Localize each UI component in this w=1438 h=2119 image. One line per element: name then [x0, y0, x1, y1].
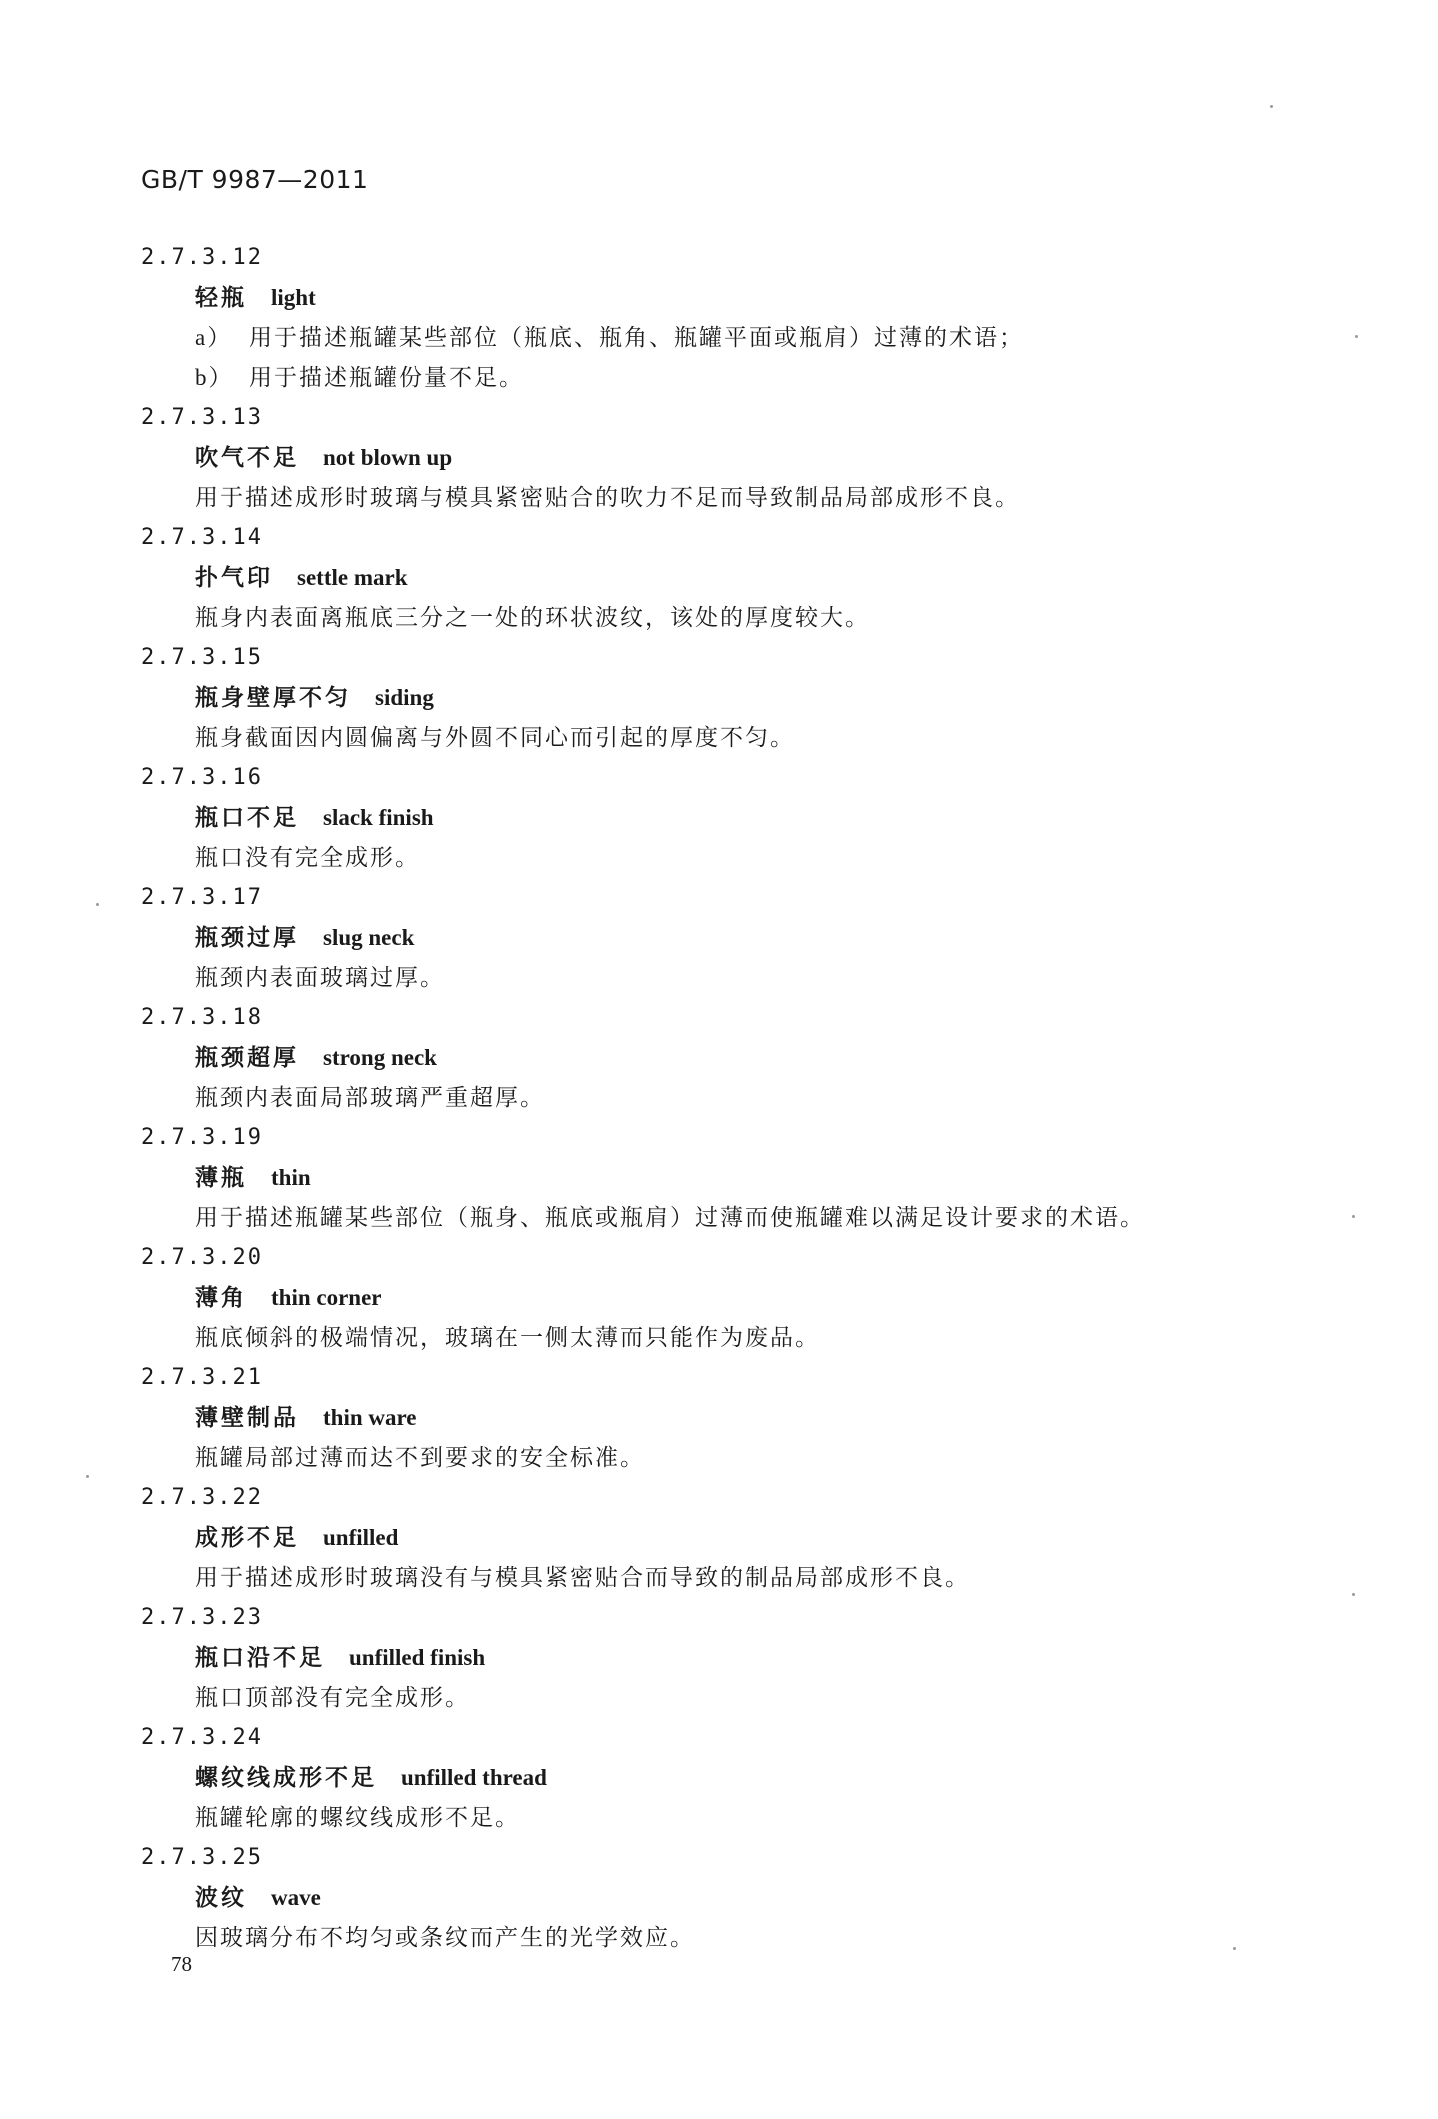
- term-chinese: 瓶口沿不足: [195, 1645, 325, 1671]
- definition-item: [0, 358, 1438, 398]
- term-definition: 瓶颈内表面局部玻璃严重超厚。: [195, 1085, 545, 1111]
- term-entry: [0, 998, 1438, 1118]
- scan-speck: [1352, 1215, 1355, 1218]
- term-entry: [0, 1598, 1438, 1718]
- scan-speck: [1352, 1593, 1355, 1596]
- term-heading: [0, 438, 1438, 478]
- term-definition: 瓶口没有完全成形。: [195, 845, 420, 871]
- term-chinese: 螺纹线成形不足: [195, 1765, 377, 1791]
- term-entry: [0, 878, 1438, 998]
- clause-number: 2.7.3.19: [141, 1125, 263, 1150]
- term-definition: 瓶身截面因内圆偏离与外圆不同心而引起的厚度不匀。: [195, 725, 795, 751]
- term-heading: [0, 1158, 1438, 1198]
- clause-number: 2.7.3.24: [141, 1725, 263, 1750]
- term-heading: [0, 1398, 1438, 1438]
- term-heading: [0, 918, 1438, 958]
- scan-speck: [1270, 105, 1273, 108]
- term-chinese: 瓶颈超厚: [195, 1045, 299, 1071]
- term-chinese: 薄壁制品: [195, 1405, 299, 1431]
- term-entry: [0, 758, 1438, 878]
- term-heading: [0, 798, 1438, 838]
- clause-number: 2.7.3.13: [141, 405, 263, 430]
- term-definition: 因玻璃分布不均匀或条纹而产生的光学效应。: [195, 1925, 695, 1951]
- term-chinese: 轻瓶: [195, 285, 247, 311]
- clause-number: 2.7.3.20: [141, 1245, 263, 1270]
- term-definition: 瓶颈内表面玻璃过厚。: [195, 965, 445, 991]
- term-entry: [0, 1478, 1438, 1598]
- scan-speck: [1233, 1947, 1236, 1950]
- clause-number: 2.7.3.17: [141, 885, 263, 910]
- standard-code-header: GB/T 9987—2011: [141, 165, 369, 194]
- clause-number: 2.7.3.23: [141, 1605, 263, 1630]
- term-english: not blown up: [323, 445, 453, 470]
- term-entry: [0, 638, 1438, 758]
- term-definition: 瓶罐轮廓的螺纹线成形不足。: [195, 1805, 520, 1831]
- term-entry: [0, 1358, 1438, 1478]
- term-chinese: 薄角: [195, 1285, 247, 1311]
- term-heading: [0, 1638, 1438, 1678]
- clause-number: 2.7.3.22: [141, 1485, 263, 1510]
- scan-speck: [86, 1475, 89, 1478]
- term-definition: 用于描述瓶罐某些部位（瓶身、瓶底或瓶肩）过薄而使瓶罐难以满足设计要求的术语。: [195, 1205, 1145, 1231]
- term-heading: [0, 558, 1438, 598]
- term-entry: [0, 1118, 1438, 1238]
- scan-speck: [96, 903, 99, 906]
- term-english: unfilled thread: [401, 1765, 547, 1790]
- term-chinese: 瓶颈过厚: [195, 925, 299, 951]
- clause-number: 2.7.3.18: [141, 1005, 263, 1030]
- scan-speck: [1355, 335, 1358, 338]
- term-english: unfilled finish: [349, 1645, 486, 1670]
- term-entry: [0, 238, 1438, 398]
- term-english: light: [271, 285, 316, 310]
- term-entry: [0, 1238, 1438, 1358]
- clause-number: 2.7.3.25: [141, 1845, 263, 1870]
- clause-number: 2.7.3.15: [141, 645, 263, 670]
- term-entry: [0, 1718, 1438, 1838]
- term-english: slug neck: [323, 925, 415, 950]
- term-heading: [0, 1758, 1438, 1798]
- term-heading: [0, 678, 1438, 718]
- term-definition: 用于描述成形时玻璃没有与模具紧密贴合而导致的制品局部成形不良。: [195, 1565, 970, 1591]
- term-english: strong neck: [323, 1045, 437, 1070]
- term-definition: 用于描述成形时玻璃与模具紧密贴合的吹力不足而导致制品局部成形不良。: [195, 485, 1020, 511]
- term-list: [0, 238, 1438, 1958]
- term-entry: [0, 398, 1438, 518]
- term-chinese: 薄瓶: [195, 1165, 247, 1191]
- clause-number: 2.7.3.12: [141, 245, 263, 270]
- item-text: 用于描述瓶罐份量不足。: [249, 365, 524, 391]
- term-heading: [0, 1878, 1438, 1918]
- term-english: thin: [271, 1165, 311, 1190]
- term-english: thin corner: [271, 1285, 382, 1310]
- term-english: unfilled: [323, 1525, 399, 1550]
- term-english: settle mark: [297, 565, 408, 590]
- definition-item: [0, 318, 1438, 358]
- item-text: 用于描述瓶罐某些部位（瓶底、瓶角、瓶罐平面或瓶肩）过薄的术语；: [249, 325, 1024, 351]
- term-chinese: 扑气印: [195, 565, 273, 591]
- item-label: a）: [195, 325, 233, 350]
- page-number: 78: [171, 1952, 192, 1976]
- term-english: slack finish: [323, 805, 434, 830]
- term-chinese: 吹气不足: [195, 445, 299, 471]
- term-definition: 瓶口顶部没有完全成形。: [195, 1685, 470, 1711]
- term-chinese: 成形不足: [195, 1525, 299, 1551]
- term-entry: [0, 1838, 1438, 1958]
- term-heading: [0, 1278, 1438, 1318]
- clause-number: 2.7.3.21: [141, 1365, 263, 1390]
- term-english: wave: [271, 1885, 321, 1910]
- clause-number: 2.7.3.14: [141, 525, 263, 550]
- item-label: b）: [195, 365, 234, 390]
- term-heading: [0, 1038, 1438, 1078]
- term-entry: [0, 518, 1438, 638]
- term-heading: [0, 1518, 1438, 1558]
- term-chinese: 波纹: [195, 1885, 247, 1911]
- term-heading: [0, 278, 1438, 318]
- term-definition: 瓶底倾斜的极端情况，玻璃在一侧太薄而只能作为废品。: [195, 1325, 820, 1351]
- term-chinese: 瓶口不足: [195, 805, 299, 831]
- term-definition: 瓶罐局部过薄而达不到要求的安全标准。: [195, 1445, 645, 1471]
- term-english: thin ware: [323, 1405, 417, 1430]
- term-english: siding: [375, 685, 434, 710]
- clause-number: 2.7.3.16: [141, 765, 263, 790]
- term-chinese: 瓶身壁厚不匀: [195, 685, 351, 711]
- term-definition: 瓶身内表面离瓶底三分之一处的环状波纹，该处的厚度较大。: [195, 605, 870, 631]
